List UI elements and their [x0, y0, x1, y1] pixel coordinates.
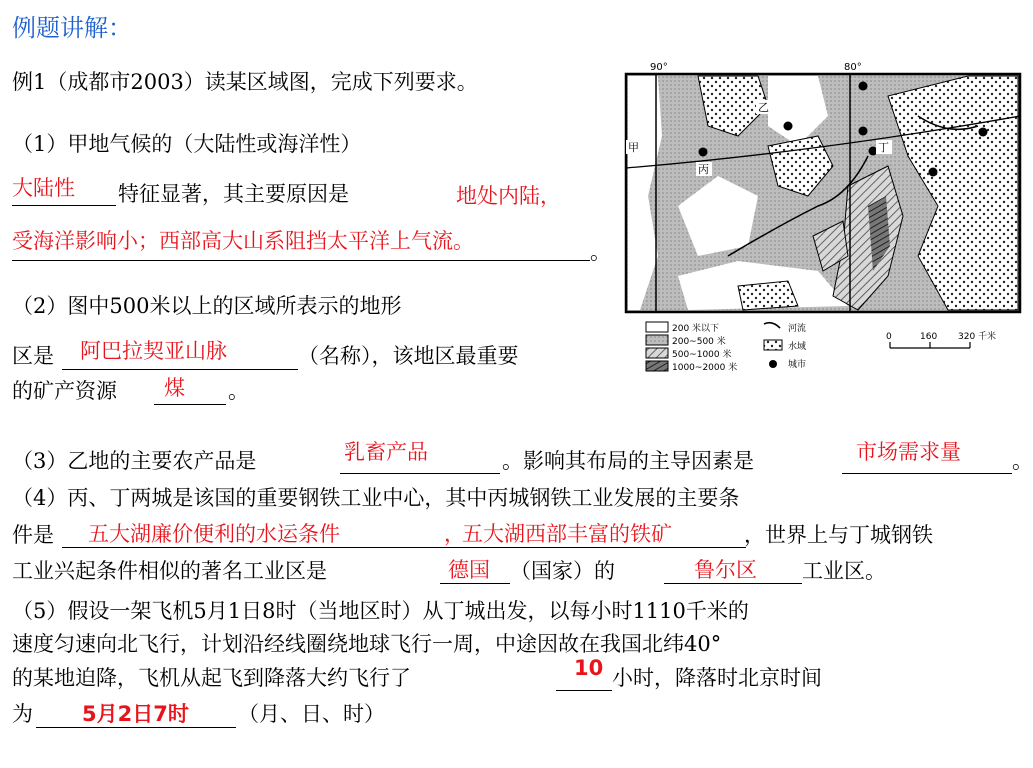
q3-blank-factor	[842, 473, 1012, 474]
legend-city: 城市	[788, 360, 807, 370]
q3-blank-product	[340, 473, 500, 474]
q5-end: （月、日、时）	[238, 702, 385, 726]
city-dot	[859, 127, 868, 136]
q5-line3-end: 小时，降落时北京时间	[612, 666, 822, 690]
scale-label-160: 160	[920, 332, 938, 342]
q4-answer-area: 鲁尔区	[694, 558, 757, 582]
lake-south	[738, 281, 798, 310]
q3-answer-product: 乳畜产品	[344, 440, 428, 464]
q3-answer-factor: 市场需求量	[856, 440, 961, 464]
legend-city-icon	[769, 360, 777, 368]
q2-end: 。	[228, 379, 249, 403]
q1-line2: 特征显著，其主要原因是	[118, 182, 349, 206]
q4-blank-country	[440, 583, 510, 584]
q5-line1: （5）假设一架飞机5月1日8时（当地区时）从丁城出发，以每小时1110千米的	[12, 599, 749, 623]
q4-blank-conditions	[62, 547, 746, 548]
q2-answer-region: 阿巴拉契亚山脉	[80, 339, 227, 363]
label-ding: 丁	[878, 141, 889, 154]
q5-line2: 速度匀速向北飞行，计划沿经线圈绕地球飞行一周，中途因故在我国北纬40°	[12, 632, 722, 656]
q1-answer-reason-b: 受海洋影响小；西部高大山系阻挡太平洋上气流。	[12, 229, 474, 253]
legend-river-icon	[764, 323, 780, 328]
label-jia: 甲	[628, 141, 639, 154]
legend-elev1: 200 米以下	[672, 324, 720, 334]
q4-answer-a: 五大湖廉价便利的水运条件	[88, 522, 340, 546]
legend-elev2: 200~500 米	[672, 337, 726, 347]
q4-line1: （4）丙、丁两城是该国的重要钢铁工业中心，其中丙城钢铁工业发展的主要条	[12, 486, 740, 510]
q1-answer-reason-a: 地处内陆，	[456, 184, 561, 208]
scale-label-0: 0	[886, 332, 892, 342]
q2-blank-region	[62, 369, 298, 370]
legend-swatch-elev3	[646, 348, 668, 358]
meridian-90-label: 90°	[650, 62, 668, 73]
label-bing: 丙	[698, 163, 709, 176]
q4-prefix: 件是	[12, 523, 54, 547]
q4-end: 工业区。	[802, 559, 886, 583]
q1-blank-climate	[12, 205, 116, 206]
q2-line3: 的矿产资源	[12, 379, 117, 403]
q2-mid: （名称），该地区最重要	[298, 344, 519, 368]
label-yi: 乙	[758, 101, 769, 114]
q5-answer-hours: 10	[574, 656, 604, 680]
legend-swatch-elev2	[646, 335, 668, 345]
q4-mid2: （国家）的	[510, 559, 615, 583]
q4-blank-area	[664, 583, 802, 584]
q4-line3: 工业兴起条件相似的著名工业区是	[12, 559, 327, 583]
q1-blank-reason	[12, 260, 590, 261]
legend-water: 水域	[788, 342, 807, 352]
city-dot	[859, 82, 868, 91]
q2-line1: （2）图中500米以上的区域所表示的地形	[12, 294, 402, 318]
q2-prefix: 区是	[12, 344, 54, 368]
city-dot	[784, 122, 793, 131]
q5-blank-hours	[556, 690, 612, 691]
city-dot-bing	[699, 148, 708, 157]
q5-line4: 为	[12, 702, 33, 726]
q4-mid: ，世界上与丁城钢铁	[744, 523, 933, 547]
q4-answer-b: 五大湖西部丰富的铁矿	[462, 522, 672, 546]
q5-answer-time: 5月2日7时	[82, 702, 189, 726]
slide-title: 例题讲解：	[12, 14, 132, 42]
problem-intro: 例1（成都市2003）读某区域图，完成下列要求。	[12, 70, 478, 94]
legend-elev4: 1000~2000 米	[672, 363, 738, 373]
q1-end: 。	[590, 240, 611, 264]
legend-water-icon	[764, 340, 782, 350]
legend-river: 河流	[788, 324, 807, 334]
q4-answer-country: 德国	[448, 558, 490, 582]
q1-answer-climate: 大陆性	[12, 176, 75, 200]
q5-line3: 的某地迫降，飞机从起飞到降落大约飞行了	[12, 666, 411, 690]
q3-end: 。	[1012, 449, 1033, 473]
q3-mid: 。影响其布局的主导因素是	[502, 449, 754, 473]
q2-answer-mineral: 煤	[164, 376, 185, 400]
scale-label-320: 320 千米	[958, 332, 997, 342]
city-dot	[929, 168, 938, 177]
q2-blank-mineral	[154, 404, 226, 405]
legend-swatch-elev4	[646, 361, 668, 371]
q3-prefix: （3）乙地的主要农产品是	[12, 449, 257, 473]
legend-swatch-elev1	[646, 322, 668, 332]
city-dot	[979, 128, 988, 137]
q5-blank-time	[36, 727, 236, 728]
q1-line1: （1）甲地气候的（大陆性或海洋性）	[12, 132, 362, 156]
meridian-80-label: 80°	[844, 62, 862, 73]
region-map	[618, 56, 1022, 392]
legend-elev3: 500~1000 米	[672, 350, 732, 360]
q4-comma: ，	[444, 522, 465, 546]
